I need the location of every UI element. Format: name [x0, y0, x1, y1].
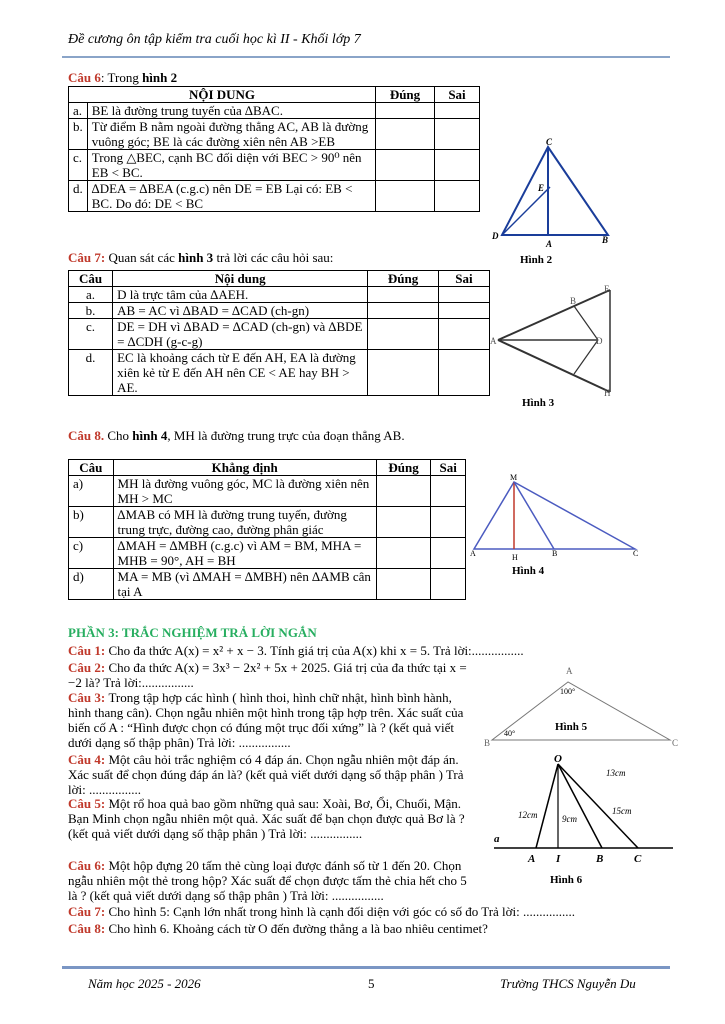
svg-text:15cm: 15cm	[612, 806, 632, 816]
answer-cell[interactable]	[435, 150, 480, 181]
svg-text:E: E	[538, 183, 545, 193]
answer-cell[interactable]	[376, 569, 430, 600]
answer-cell[interactable]	[376, 476, 430, 507]
question-text: Cho hình 5: Cạnh lớn nhất trong hình là cạnh đối diện với góc có số đo Trả lời: ................	[108, 904, 576, 919]
svg-text:B: B	[484, 738, 491, 748]
table-row	[69, 507, 466, 538]
question-label: Câu 3:	[68, 690, 109, 705]
question-text: Một hộp đựng 20 tấm thẻ cùng loại được đánh số từ 1 đến 20. Chọn ngẫu nhiên một thẻ trong hộp? Xác suất để chọn được tấm thẻ chia hết cho 5 là ? (kết quả viết dưới dạng số thập phân ) Trả lời: ................	[68, 858, 467, 903]
svg-text:H: H	[604, 388, 611, 398]
row-label: b.	[69, 303, 113, 319]
table-row	[69, 150, 480, 181]
table-row	[69, 119, 480, 150]
svg-text:D: D	[596, 336, 603, 346]
question-label: Câu 2:	[68, 660, 109, 675]
answer-cell[interactable]	[376, 150, 435, 181]
row-label: d)	[69, 569, 114, 600]
question-label: Câu 7:	[68, 904, 109, 919]
svg-text:A: A	[566, 666, 573, 676]
question-text: Một câu hỏi trắc nghiệm có 4 đáp án. Chọn ngẫu nhiên một đáp án. Xác suất để chọn đúng đáp án là? (kết quả viết dưới dạng số thập phân ) Trả lời: ................	[68, 752, 464, 797]
answer-cell[interactable]	[438, 319, 489, 350]
table-header: NỘI DUNG	[69, 87, 376, 103]
short-question	[68, 904, 648, 919]
row-content: Trong △BEC, cạnh BC đối diện với BEC > 90⁰ nên EB < BC.	[87, 150, 375, 181]
answer-cell[interactable]	[431, 538, 466, 569]
answer-cell[interactable]	[368, 350, 439, 396]
question-text: Cho đa thức A(x) = x² + x − 3. Tính giá trị của A(x) khi x = 5. Trả lời:................	[108, 643, 524, 658]
answer-cell[interactable]	[368, 287, 439, 303]
table-row	[69, 538, 466, 569]
row-content: Từ điểm B nằm ngoài đường thẳng AC, AB là đường vuông góc; BE là các đường xiên nên AB >EB	[87, 119, 375, 150]
short-question	[68, 643, 648, 658]
svg-text:12cm: 12cm	[518, 810, 538, 820]
table-header: Câu	[69, 460, 114, 476]
row-label: c.	[69, 150, 88, 181]
row-content: ∆MAB có MH là đường trung tuyến, đường trung trực, đường cao, đường phân giác	[113, 507, 376, 538]
table-header: Sai	[431, 460, 466, 476]
row-content: D là trực tâm của ∆AEH.	[113, 287, 368, 303]
row-content: MH là đường vuông góc, MC là đường xiên nên MH > MC	[113, 476, 376, 507]
answer-cell[interactable]	[435, 181, 480, 212]
answer-cell[interactable]	[431, 507, 466, 538]
svg-text:13cm: 13cm	[606, 768, 626, 778]
row-label: d.	[69, 181, 88, 212]
svg-text:B: B	[552, 549, 558, 558]
svg-text:100°: 100°	[560, 687, 576, 696]
table-header: Sai	[435, 87, 480, 103]
page-number: 5	[368, 976, 375, 991]
table-row	[69, 303, 490, 319]
row-label: a.	[69, 287, 113, 303]
table-header: Đúng	[368, 271, 439, 287]
svg-text:40°: 40°	[504, 729, 516, 738]
table-row	[69, 181, 480, 212]
svg-text:D: D	[492, 231, 499, 241]
short-question	[68, 752, 478, 797]
table-header: Sai	[438, 271, 489, 287]
svg-text:B: B	[602, 235, 609, 245]
svg-text:Hình 6: Hình 6	[550, 874, 583, 886]
answer-cell[interactable]	[435, 119, 480, 150]
table-header: Đúng	[376, 460, 430, 476]
figure-2	[490, 135, 620, 265]
question-label: Câu 1:	[68, 643, 109, 658]
header-rule	[62, 56, 670, 58]
q7-title: Câu 7: Quan sát các hình 3 trả lời các câu hỏi sau:	[68, 250, 334, 265]
table-row	[69, 319, 490, 350]
svg-text:A: A	[528, 853, 536, 865]
q8-title: Câu 8. Cho hình 4, MH là đường trung trực của đoạn thẳng AB.	[68, 428, 405, 443]
row-label: c)	[69, 538, 114, 569]
question-text: Trong tập hợp các hình ( hình thoi, hình chữ nhật, hình bình hành, hình thang cân). Chọn ngẫu nhiên một hình trong tập hợp trên. Xác suất của biến cố A : “Hình được chọn có đúng một trục đối xứng” là ? (kết quả viết dưới dạng số thập phân) Trả lời: ................	[68, 690, 464, 750]
table-header: Câu	[69, 271, 113, 287]
svg-text:C: C	[634, 853, 642, 865]
svg-text:a: a	[494, 833, 500, 845]
short-question	[68, 796, 478, 841]
row-content: ∆MAH = ∆MBH (c.g.c) vì AM = BM, MHA = MHB = 90°, AH = BH	[113, 538, 376, 569]
answer-cell[interactable]	[438, 287, 489, 303]
svg-text:Hình 4: Hình 4	[512, 565, 545, 577]
row-label: b.	[69, 119, 88, 150]
row-content: AB = AC vì ∆BAD = ∆CAD (ch-gn)	[113, 303, 368, 319]
question-text: Cho đa thức A(x) = 3x³ − 2x² + 5x + 2025. Giá trị của đa thức tại x = −2 là? Trả lời:................	[68, 660, 467, 690]
row-content: DE = DH vì ∆BAD = ∆CAD (ch-gn) và ∆BDE = ∆CDH (g-c-g)	[113, 319, 368, 350]
answer-cell[interactable]	[376, 181, 435, 212]
q8-table	[68, 459, 466, 600]
short-question	[68, 690, 478, 750]
svg-text:Hình 5: Hình 5	[555, 721, 588, 733]
svg-text:A: A	[470, 549, 476, 558]
answer-cell[interactable]	[368, 319, 439, 350]
figure-4	[470, 474, 645, 582]
page-header: Đề cương ôn tập kiểm tra cuối học kì II - Khối lớp 7	[68, 32, 361, 47]
svg-text:9cm: 9cm	[562, 814, 577, 824]
row-content: BE là đường trung tuyến của ∆BAC.	[87, 103, 375, 119]
answer-cell[interactable]	[376, 103, 435, 119]
short-question	[68, 660, 478, 690]
table-row	[69, 287, 490, 303]
svg-text:M: M	[510, 474, 518, 482]
svg-text:Hình 3: Hình 3	[522, 397, 555, 409]
table-header: Nội dung	[113, 271, 368, 287]
question-label: Câu 4:	[68, 752, 109, 767]
figure-5	[480, 660, 690, 752]
answer-cell[interactable]	[438, 350, 489, 396]
answer-cell[interactable]	[435, 103, 480, 119]
svg-text:B: B	[570, 296, 577, 306]
answer-cell[interactable]	[431, 569, 466, 600]
short-question	[68, 921, 548, 936]
figure-6	[488, 752, 678, 887]
short-question	[68, 858, 478, 903]
table-row	[69, 103, 480, 119]
question-label: Câu 6:	[68, 858, 109, 873]
svg-text:C: C	[546, 137, 553, 147]
table-row	[69, 350, 490, 396]
row-label: d.	[69, 350, 113, 396]
row-label: b)	[69, 507, 114, 538]
answer-cell[interactable]	[438, 303, 489, 319]
svg-text:I: I	[556, 853, 561, 865]
row-content: EC là khoảng cách từ E đến AH, EA là đường xiên kẻ từ E đến AH nên CE < AE hay BH > AE.	[113, 350, 368, 396]
table-row	[69, 569, 466, 600]
row-label: a.	[69, 103, 88, 119]
row-content: MA = MB (vì ∆MAH = ∆MBH) nên ∆AMB cân tại A	[113, 569, 376, 600]
answer-cell[interactable]	[376, 119, 435, 150]
question-text: Cho hình 6. Khoảng cách từ O đến đường thẳng a là bao nhiêu centimet?	[108, 921, 488, 936]
answer-cell[interactable]	[431, 476, 466, 507]
row-label: a)	[69, 476, 114, 507]
row-content: ∆DEA = ∆BEA (c.g.c) nên DE = EB Lại có: EB < BC. Do đó: DE < BC	[87, 181, 375, 212]
svg-text:A: A	[546, 239, 553, 249]
answer-cell[interactable]	[376, 507, 430, 538]
answer-cell[interactable]	[368, 303, 439, 319]
svg-text:O: O	[554, 753, 562, 765]
svg-text:C: C	[633, 549, 639, 558]
svg-text:A: A	[490, 336, 497, 346]
table-row	[69, 476, 466, 507]
svg-text:B: B	[596, 853, 604, 865]
footer-school: Trường THCS Nguyễn Du	[500, 976, 636, 991]
question-label: Câu 5:	[68, 796, 109, 811]
part3-heading: PHẦN 3: TRẮC NGHIỆM TRẢ LỜI NGẮN	[68, 625, 317, 640]
answer-cell[interactable]	[376, 538, 430, 569]
figure-3	[490, 282, 620, 410]
svg-text:Hình 2: Hình 2	[520, 254, 553, 265]
question-text: Một rổ hoa quả bao gồm những quả sau: Xoài, Bơ, Ổi, Chuối, Mận. Bạn Minh chọn ngẫu nhiên một quả. Xác suất để bạn chọn được quả Bơ là ? (kết quả viết dưới dạng số thập phân ) Trả lời: ................	[68, 796, 465, 841]
row-label: c.	[69, 319, 113, 350]
footer-rule	[62, 966, 670, 969]
table-header: Đúng	[376, 87, 435, 103]
table-header: Khẳng định	[113, 460, 376, 476]
q6-table	[68, 86, 480, 212]
svg-text:C: C	[672, 738, 679, 748]
question-label: Câu 8:	[68, 921, 109, 936]
svg-text:H: H	[512, 553, 518, 562]
q7-table	[68, 270, 490, 396]
footer-year: Năm học 2025 - 2026	[88, 976, 201, 991]
svg-text:E: E	[604, 284, 610, 294]
q6-title: Câu 6: Trong hình 2	[68, 70, 178, 85]
